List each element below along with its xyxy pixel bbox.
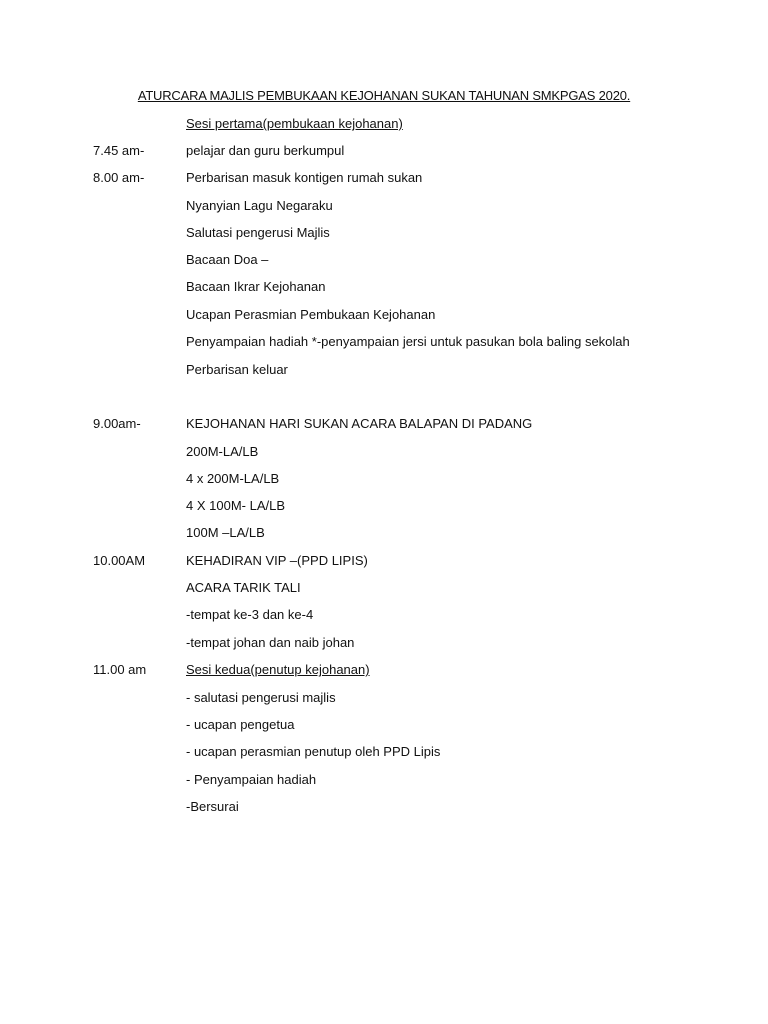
schedule-line (0, 361, 768, 379)
schedule-text: Perbarisan keluar (186, 362, 288, 377)
schedule-line (0, 251, 768, 269)
schedule-line (0, 470, 768, 488)
schedule-text: Ucapan Perasmian Pembukaan Kejohanan (186, 307, 436, 322)
section-heading: Sesi pertama(pembukaan kejohanan) (186, 116, 403, 131)
schedule-line (0, 552, 768, 570)
schedule-text: -Bersurai (186, 799, 239, 814)
schedule-text: 4 X 100M- LA/LB (186, 498, 285, 513)
schedule-time: 8.00 am- (93, 170, 145, 185)
schedule-text: ACARA TARIK TALI (186, 580, 301, 595)
schedule-line (0, 661, 768, 679)
schedule-line (0, 716, 768, 734)
schedule-line (0, 197, 768, 215)
schedule-text: 100M –LA/LB (186, 525, 265, 540)
schedule-line (0, 142, 768, 160)
schedule-text: - ucapan perasmian penutup oleh PPD Lipis (186, 744, 441, 759)
schedule-text: pelajar dan guru berkumpul (186, 143, 345, 158)
schedule-line (0, 606, 768, 624)
schedule-line (0, 497, 768, 515)
schedule-line (0, 115, 768, 133)
schedule-line (0, 169, 768, 187)
schedule-line (0, 524, 768, 542)
schedule-line (0, 333, 768, 351)
schedule-time: 11.00 am (93, 662, 147, 677)
section-heading: Sesi kedua(penutup kejohanan) (186, 662, 370, 677)
schedule-text: Nyanyian Lagu Negaraku (186, 198, 333, 213)
schedule-text: - salutasi pengerusi majlis (186, 690, 336, 705)
schedule-text: Perbarisan masuk kontigen rumah sukan (186, 170, 423, 185)
schedule-text: KEJOHANAN HARI SUKAN ACARA BALAPAN DI PADANG (186, 416, 533, 431)
schedule-line (0, 278, 768, 296)
document-title: ATURCARA MAJLIS PEMBUKAAN KEJOHANAN SUKAN TAHUNAN SMKPGAS 2020. (137, 88, 631, 103)
schedule-text: Salutasi pengerusi Majlis (186, 225, 330, 240)
schedule-line (0, 306, 768, 324)
schedule-time: 10.00AM (93, 553, 146, 568)
schedule-text: - Penyampaian hadiah (186, 772, 317, 787)
schedule-text: -tempat johan dan naib johan (186, 635, 355, 650)
schedule-time: 9.00am- (93, 416, 141, 431)
schedule-line (0, 579, 768, 597)
schedule-line (0, 689, 768, 707)
schedule-text: Bacaan Doa – (186, 252, 269, 267)
schedule-text: 200M-LA/LB (186, 444, 259, 459)
schedule-text: 4 x 200M-LA/LB (186, 471, 280, 486)
schedule-text: Bacaan Ikrar Kejohanan (186, 279, 326, 294)
schedule-line (0, 798, 768, 816)
schedule-line (0, 634, 768, 652)
schedule-line (0, 771, 768, 789)
schedule-text: Penyampaian hadiah *-penyampaian jersi untuk pasukan bola baling sekolah (186, 334, 630, 349)
schedule-time: 7.45 am- (93, 143, 145, 158)
schedule-text: KEHADIRAN VIP –(PPD LIPIS) (186, 553, 368, 568)
schedule-line (0, 443, 768, 461)
schedule-text: - ucapan pengetua (186, 717, 295, 732)
schedule-line (0, 415, 768, 433)
schedule-text: -tempat ke-3 dan ke-4 (186, 607, 314, 622)
schedule-line (0, 743, 768, 761)
schedule-line (0, 224, 768, 242)
